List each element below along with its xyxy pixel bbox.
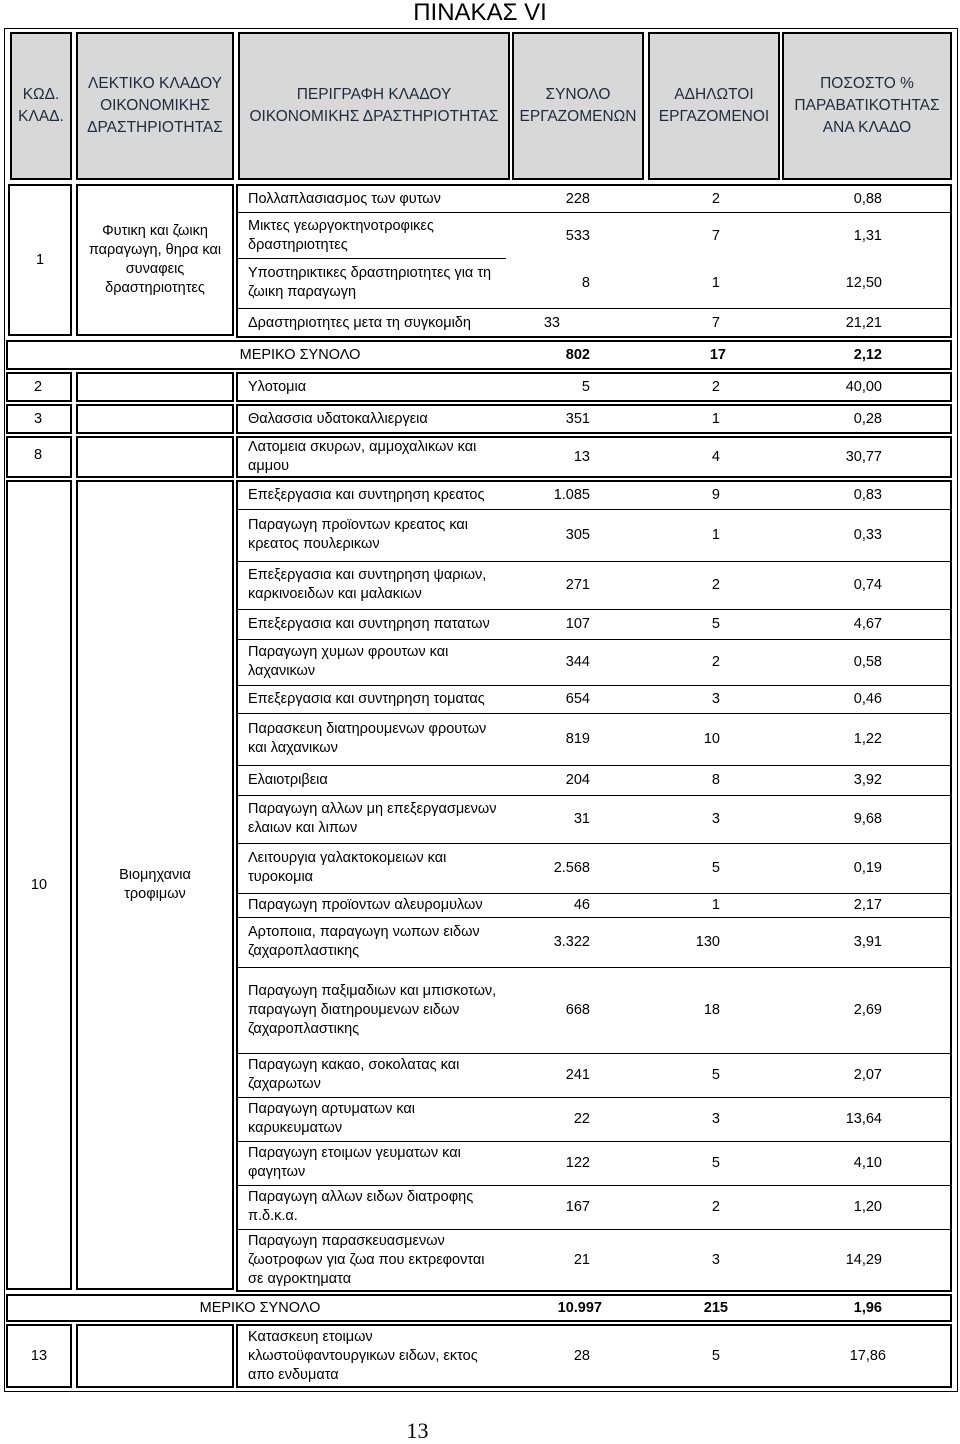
table-row-desc: Επεξεργασια και συντηρηση ψαριων, καρκινοειδων και μαλακιων [248, 567, 487, 602]
header-percent: ΠΟΣΟΣΤΟ % ΠΑΡΑΒΑΤΙΚΟΤΗΤΑΣ ΑΝΑ ΚΛΑΔΟ [782, 32, 952, 180]
table-row-percent: 0,58 [853, 653, 882, 670]
table-row-percent: 17,86 [849, 1347, 886, 1364]
table-row-undeclared: 7 [711, 314, 720, 331]
table-row-total: 33 [543, 314, 560, 331]
table-row-total: 344 [565, 653, 590, 670]
table-row-undeclared: 4 [711, 448, 720, 465]
table-row-desc: Επεξεργασια και συντηρηση κρεατος [248, 486, 485, 503]
table-row-total: 533 [565, 227, 590, 244]
table-row-desc: Παραγωγη κακαο, σοκολατας και ζαχαρωτων [248, 1057, 460, 1092]
table-row-undeclared: 2 [711, 576, 720, 593]
row-divider [236, 917, 952, 918]
table-row-desc: Παραγωγη παξιμαδιων και μπισκοτων, παραγωγη διατηρουμενων ειδων ζαχαροπλαστικης [248, 982, 497, 1037]
table-row-undeclared: 1 [711, 896, 720, 913]
table-row-percent: 9,68 [853, 810, 882, 827]
table-row-desc: Αρτοποιια, παραγωγη νωπων ειδων ζαχαροπλαστικης [248, 924, 480, 959]
table-row-desc: Παραγωγη προϊοντων αλευρομυλων [248, 896, 483, 913]
header-description: ΠΕΡΙΓΡΑΦΗ ΚΛΑΔΟΥ ΟΙΚΟΝΟΜΙΚΗΣ ΔΡΑΣΤΗΡΙΟΤΗΤΑΣ [238, 32, 510, 180]
row-divider [236, 685, 952, 686]
table-row-total: 1.085 [553, 486, 590, 503]
table-row-total: 654 [565, 690, 590, 707]
table-row-total: 122 [565, 1154, 590, 1171]
row-divider [236, 1053, 952, 1054]
table-row-undeclared: 3 [711, 1110, 720, 1127]
table-row-total: 107 [565, 615, 590, 632]
table-row-desc: Παραγωγη αλλων ειδων διατροφης π.δ.κ.α. [248, 1189, 474, 1224]
table-row-total: 668 [565, 1001, 590, 1018]
row-divider [236, 308, 952, 309]
table-row-desc: Παραγωγη ετοιμων γευματων και φαγητων [248, 1145, 461, 1180]
row-divider [236, 893, 952, 894]
header-lexical: ΛΕΚΤΙΚΟ ΚΛΑΔΟΥ ΟΙΚΟΝΟΜΙΚΗΣ ΔΡΑΣΤΗΡΙΟΤΗΤΑΣ [76, 32, 234, 180]
table-row-undeclared: 2 [711, 1198, 720, 1215]
table-row-undeclared: 5 [711, 1154, 720, 1171]
header-total: ΣΥΝΟΛΟ ΕΡΓΑΖΟΜΕΝΩΝ [512, 32, 644, 180]
table-row-percent: 13,64 [845, 1110, 882, 1127]
subtotal-undeclared: 215 [703, 1299, 728, 1316]
row-divider [236, 795, 952, 796]
table-row-total: 204 [565, 771, 590, 788]
table-row-desc: Παραγωγη χυμων φρουτων και λαχανικων [248, 644, 449, 679]
table-row-total: 46 [573, 896, 590, 913]
table-row-total: 21 [573, 1251, 590, 1268]
table-row-percent: 3,92 [853, 771, 882, 788]
table-row-undeclared: 5 [711, 859, 720, 876]
row-divider [236, 1185, 952, 1186]
section10-lexical: Βιομηχανια τροφιμων [76, 480, 234, 1290]
table-row-desc: Θαλασσια υδατοκαλλιεργεια [248, 410, 428, 427]
table-row-total: 167 [565, 1198, 590, 1215]
table-row-undeclared: 3 [711, 810, 720, 827]
table-row-total: 8 [581, 274, 590, 291]
table-row-undeclared: 2 [711, 378, 720, 395]
row-divider [236, 1141, 952, 1142]
table-row-percent: 40,00 [845, 378, 882, 395]
table-row-undeclared: 1 [711, 410, 720, 427]
table-row-percent: 4,67 [853, 615, 882, 632]
header-undeclared: ΑΔΗΛΩΤΟΙ ΕΡΓΑΖΟΜΕΝΟΙ [648, 32, 780, 180]
row-divider [236, 258, 506, 259]
row-divider [236, 509, 952, 510]
table-row-percent: 0,88 [853, 190, 882, 207]
table-row-total: 31 [573, 810, 590, 827]
row-divider [236, 561, 952, 562]
subtotal-total: 10.997 [557, 1299, 602, 1316]
table-row-desc: Λατομεια σκυρων, αμμοχαλικων και αμμου [248, 439, 477, 474]
table-row-undeclared: 18 [703, 1001, 720, 1018]
table-row-percent: 1,20 [853, 1198, 882, 1215]
table-row-total: 351 [565, 410, 590, 427]
table-row-percent: 0,19 [853, 859, 882, 876]
table-row-total: 13 [573, 448, 590, 465]
row-code: 3 [6, 404, 72, 434]
table-row-total: 3.322 [553, 933, 590, 950]
lexical-empty [76, 1324, 234, 1388]
row-divider [236, 843, 952, 844]
table-row-percent: 30,77 [845, 448, 882, 465]
table-row-percent: 0,46 [853, 690, 882, 707]
table-row-desc: Παραγωγη αρτυματων και καρυκευματων [248, 1101, 416, 1136]
table-row-undeclared: 2 [711, 653, 720, 670]
section10-code: 10 [6, 480, 72, 1290]
table-row-undeclared: 8 [711, 771, 720, 788]
table-row-percent: 0,83 [853, 486, 882, 503]
table-row-percent: 3,91 [853, 933, 882, 950]
table-row-undeclared: 9 [711, 486, 720, 503]
table-row-undeclared: 1 [711, 526, 720, 543]
subtotal-undeclared: 17 [709, 346, 726, 363]
table-row-percent: 0,74 [853, 576, 882, 593]
table-row-undeclared: 10 [703, 730, 720, 747]
table-row-desc: Πολλαπλασιασμος των φυτων [248, 190, 441, 207]
table-row-total: 305 [565, 526, 590, 543]
table-row-total: 5 [581, 378, 590, 395]
table-row-total: 819 [565, 730, 590, 747]
row-divider [236, 212, 952, 213]
table-row-desc: Υλοτομια [248, 378, 307, 395]
table-row-desc: Επεξεργασια και συντηρηση πατατων [248, 615, 490, 632]
table-row-percent: 12,50 [845, 274, 882, 291]
table-row-desc: Παραγωγη προϊοντων κρεατος και κρεατος πουλερικων [248, 517, 468, 552]
table-row-undeclared: 3 [711, 1251, 720, 1268]
table-row-total: 228 [565, 190, 590, 207]
table-row-undeclared: 3 [711, 690, 720, 707]
table-row-percent: 4,10 [853, 1154, 882, 1171]
table-row-desc: Ελαιοτριβεια [248, 771, 328, 788]
table-row-percent: 21,21 [845, 314, 882, 331]
lexical-empty [76, 372, 234, 402]
table-row-percent: 1,22 [853, 730, 882, 747]
table-row-undeclared: 7 [711, 227, 720, 244]
table-row-desc: Κατασκευη ετοιμων κλωστοϋφαντουργικων ειδων, εκτος απο ενδυματα [248, 1328, 478, 1383]
row-divider [236, 639, 952, 640]
row-divider [236, 713, 952, 714]
row-divider [236, 1097, 952, 1098]
row-code: 8 [6, 436, 72, 478]
table-row-desc: Υποστηρικτικες δραστηριοτητες για τη ζωικη παραγωγη [248, 265, 492, 300]
table-row-percent: 2,69 [853, 1001, 882, 1018]
table-row-undeclared: 130 [695, 933, 720, 950]
page-number: 13 [406, 1418, 429, 1443]
section1-lexical: Φυτικη και ζωικη παραγωγη, θηρα και συναφεις δραστηριοτητες [76, 184, 234, 336]
lexical-empty [76, 436, 234, 478]
row-divider [236, 765, 952, 766]
table-row-percent: 2,17 [853, 896, 882, 913]
lexical-empty [76, 404, 234, 434]
table-row-total: 22 [573, 1110, 590, 1127]
table-row-desc: Παραγωγη παρασκευασμενων ζωοτροφων για ζωα που εκτρεφονται σε αγροκτηματα [248, 1232, 485, 1287]
page-title: ΠΙΝΑΚΑΣ VI [413, 0, 547, 26]
subtotal-label: ΜΕΡΙΚΟ ΣΥΝΟΛΟ [239, 346, 361, 363]
table-row-total: 28 [573, 1347, 590, 1364]
table-row-percent: 0,28 [853, 410, 882, 427]
table-row-total: 2.568 [553, 859, 590, 876]
section1-code: 1 [8, 184, 72, 336]
table-row-total: 241 [565, 1066, 590, 1083]
row-divider [236, 609, 952, 610]
table-row-undeclared: 1 [711, 274, 720, 291]
subtotal-percent: 2,12 [853, 346, 882, 363]
table-row-undeclared: 5 [711, 1347, 720, 1364]
table-row-desc: Παρασκευη διατηρουμενων φρουτων και λαχανικων [248, 721, 487, 756]
table-row-desc: Μικτες γεωργοκτηνοτροφικες δραστηριοτητες [248, 218, 434, 253]
table-row-undeclared: 5 [711, 1066, 720, 1083]
table-row-desc: Δραστηριοτητες μετα τη συγκομιδη [248, 314, 471, 331]
table-row-undeclared: 2 [711, 190, 720, 207]
table-row-percent: 0,33 [853, 526, 882, 543]
table-row-percent: 1,31 [853, 227, 882, 244]
row-code: 2 [6, 372, 72, 402]
table-row-desc: Λειτουργια γαλακτοκομειων και τυροκομια [248, 850, 447, 885]
subtotal-percent: 1,96 [853, 1299, 882, 1316]
row-divider [236, 1229, 952, 1230]
subtotal-label: ΜΕΡΙΚΟ ΣΥΝΟΛΟ [199, 1299, 321, 1316]
row-divider [236, 967, 952, 968]
table-row-percent: 14,29 [845, 1251, 882, 1268]
table-row-total: 271 [565, 576, 590, 593]
table-row-percent: 2,07 [853, 1066, 882, 1083]
table-row-desc: Παραγωγη αλλων μη επεξεργασμενων ελαιων και λιπων [248, 801, 497, 836]
subtotal-total: 802 [565, 346, 590, 363]
header-code: ΚΩΔ. ΚΛΑΔ. [10, 32, 72, 180]
table-row-desc: Επεξεργασια και συντηρηση τοματας [248, 690, 485, 707]
section13-code: 13 [6, 1324, 72, 1388]
table-row-undeclared: 5 [711, 615, 720, 632]
